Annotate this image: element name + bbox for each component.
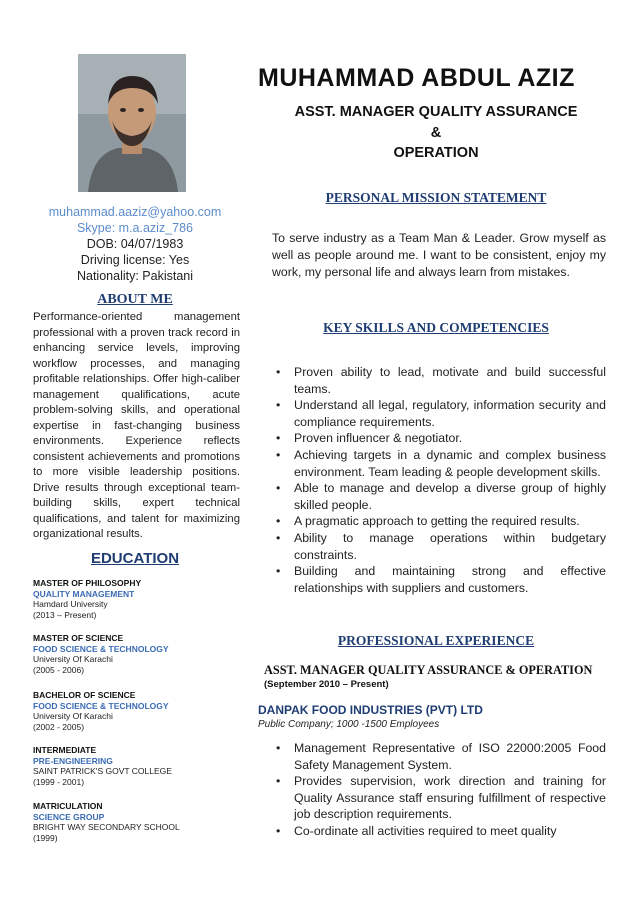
portrait-image bbox=[78, 54, 186, 192]
mission-text: To serve industry as a Team Man & Leader. Grow myself as well as people around me. I want to be consistent, enjoy my work, my personal life and always learn from mistakes. bbox=[272, 231, 606, 279]
skill-text: Proven influencer & negotiator. bbox=[294, 431, 463, 446]
bullet-icon: • bbox=[276, 741, 281, 755]
bullet-icon: • bbox=[276, 398, 281, 413]
list-item bbox=[272, 430, 606, 447]
nationality: Nationality: Pakistani bbox=[76, 269, 194, 283]
degree: BACHELOR OF SCIENCE bbox=[33, 690, 136, 700]
education-entry bbox=[33, 578, 263, 620]
about-text: Performance-oriented management professional with a proven track record in enhancing service levels, improving workflow processes, and managing profitable relationships. Offer high-caliber management qualifications, acute problem-solving skills, and operational expertise in fast-changing business environments. Experience reflects consistent achievements and promotions to more visible leadership positions. Drive results through exceptional team-building skills, expert technical qualifications, and talent for maximizing organizational results. bbox=[33, 311, 240, 540]
field-of-study: PRE-ENGINEERING bbox=[33, 755, 113, 766]
years: (1999) bbox=[33, 832, 58, 843]
bullet-icon: • bbox=[276, 481, 281, 496]
job-title-line3: OPERATION bbox=[393, 145, 479, 161]
responsibility-text: Co-ordinate all activities required to meet quality bbox=[294, 823, 557, 838]
skype-id: Skype: m.a.aziz_786 bbox=[76, 221, 194, 235]
skill-text: Able to manage and develop a diverse group of highly skilled people. bbox=[294, 481, 606, 512]
company-description: Public Company; 1000 -1500 Employees bbox=[258, 719, 440, 730]
about-heading: ABOUT ME bbox=[97, 292, 173, 307]
degree: INTERMEDIATE bbox=[33, 745, 97, 755]
institute: University Of Karachi bbox=[33, 654, 113, 664]
list-item bbox=[272, 447, 606, 480]
bullet-icon: • bbox=[276, 774, 281, 789]
field-of-study: FOOD SCIENCE & TECHNOLOGY bbox=[33, 643, 169, 654]
institute: University Of Karachi bbox=[33, 711, 113, 721]
company-name: DANPAK FOOD INDUSTRIES (PVT) LTD bbox=[258, 703, 483, 717]
years: (2005 - 2006) bbox=[33, 664, 85, 675]
list-item bbox=[272, 364, 606, 397]
education-entry bbox=[33, 745, 263, 787]
responsibilities-list bbox=[272, 740, 606, 840]
bullet-icon: • bbox=[276, 431, 281, 446]
skill-text: Proven ability to lead, motivate and build successful teams. bbox=[294, 365, 606, 396]
skill-text: A pragmatic approach to getting the required results. bbox=[294, 514, 580, 529]
bullet-icon: • bbox=[276, 365, 281, 379]
list-item bbox=[272, 480, 606, 513]
list-item bbox=[272, 513, 606, 530]
years: (2013 – Present) bbox=[33, 609, 97, 620]
list-item bbox=[272, 563, 606, 596]
bullet-icon: • bbox=[276, 447, 281, 462]
degree: MASTER OF SCIENCE bbox=[33, 633, 124, 643]
job-title-line2: & bbox=[430, 125, 442, 141]
position-dates: (September 2010 – Present) bbox=[264, 679, 389, 690]
education-heading: EDUCATION bbox=[90, 550, 180, 567]
degree: MASTER OF PHILOSOPHY bbox=[33, 578, 142, 588]
mission-heading: PERSONAL MISSION STATEMENT bbox=[325, 190, 547, 205]
bullet-icon: • bbox=[276, 530, 281, 545]
field-of-study: QUALITY MANAGEMENT bbox=[33, 588, 135, 599]
bullet-icon: • bbox=[276, 564, 281, 579]
list-item bbox=[272, 740, 606, 773]
list-item bbox=[272, 530, 606, 563]
years: (2002 - 2005) bbox=[33, 721, 85, 732]
profile-photo bbox=[78, 54, 186, 192]
list-item bbox=[272, 773, 606, 823]
institute: Hamdard University bbox=[33, 599, 108, 609]
responsibility-text: Management Representative of ISO 22000:2005 Food Safety Management System. bbox=[294, 741, 606, 772]
institute: BRIGHT WAY SECONDARY SCHOOL bbox=[33, 822, 180, 832]
skills-heading: KEY SKILLS AND COMPETENCIES bbox=[323, 320, 549, 335]
degree: MATRICULATION bbox=[33, 801, 103, 811]
skill-text: Building and maintaining strong and effective relationships with suppliers and customers. bbox=[294, 564, 606, 595]
skill-text: Achieving targets in a dynamic and complex business environment. Team leading & people development skills. bbox=[294, 447, 606, 479]
bullet-icon: • bbox=[276, 823, 281, 838]
skill-text: Understand all legal, regulatory, information security and compliance requirements. bbox=[294, 398, 606, 429]
experience-heading: PROFESSIONAL EXPERIENCE bbox=[337, 633, 535, 648]
list-item bbox=[272, 397, 606, 430]
email-link[interactable]: muhammad.aaziz@yahoo.com bbox=[48, 205, 222, 219]
field-of-study: SCIENCE GROUP bbox=[33, 811, 105, 822]
list-item bbox=[272, 823, 606, 840]
job-title-line1: ASST. MANAGER QUALITY ASSURANCE bbox=[294, 104, 578, 120]
years: (1999 - 2001) bbox=[33, 776, 85, 787]
date-of-birth: DOB: 04/07/1983 bbox=[86, 237, 184, 251]
education-entry bbox=[33, 633, 263, 675]
institute: SAINT PATRICK'S GOVT COLLEGE bbox=[33, 766, 172, 776]
candidate-name: MUHAMMAD ABDUL AZIZ bbox=[258, 64, 575, 92]
position-title: ASST. MANAGER QUALITY ASSURANCE & OPERATION bbox=[264, 663, 593, 677]
skills-list bbox=[272, 364, 606, 596]
field-of-study: FOOD SCIENCE & TECHNOLOGY bbox=[33, 700, 169, 711]
responsibility-text: Provides supervision, work direction and training for Quality Assurance staff ensuring fulfillment of respective job description requirements. bbox=[294, 774, 606, 822]
education-entry bbox=[33, 690, 263, 732]
bullet-icon: • bbox=[276, 514, 281, 529]
skill-text: Ability to manage operations within budgetary constraints. bbox=[294, 530, 606, 562]
education-entry bbox=[33, 801, 263, 843]
driving-license: Driving license: Yes bbox=[80, 253, 190, 267]
